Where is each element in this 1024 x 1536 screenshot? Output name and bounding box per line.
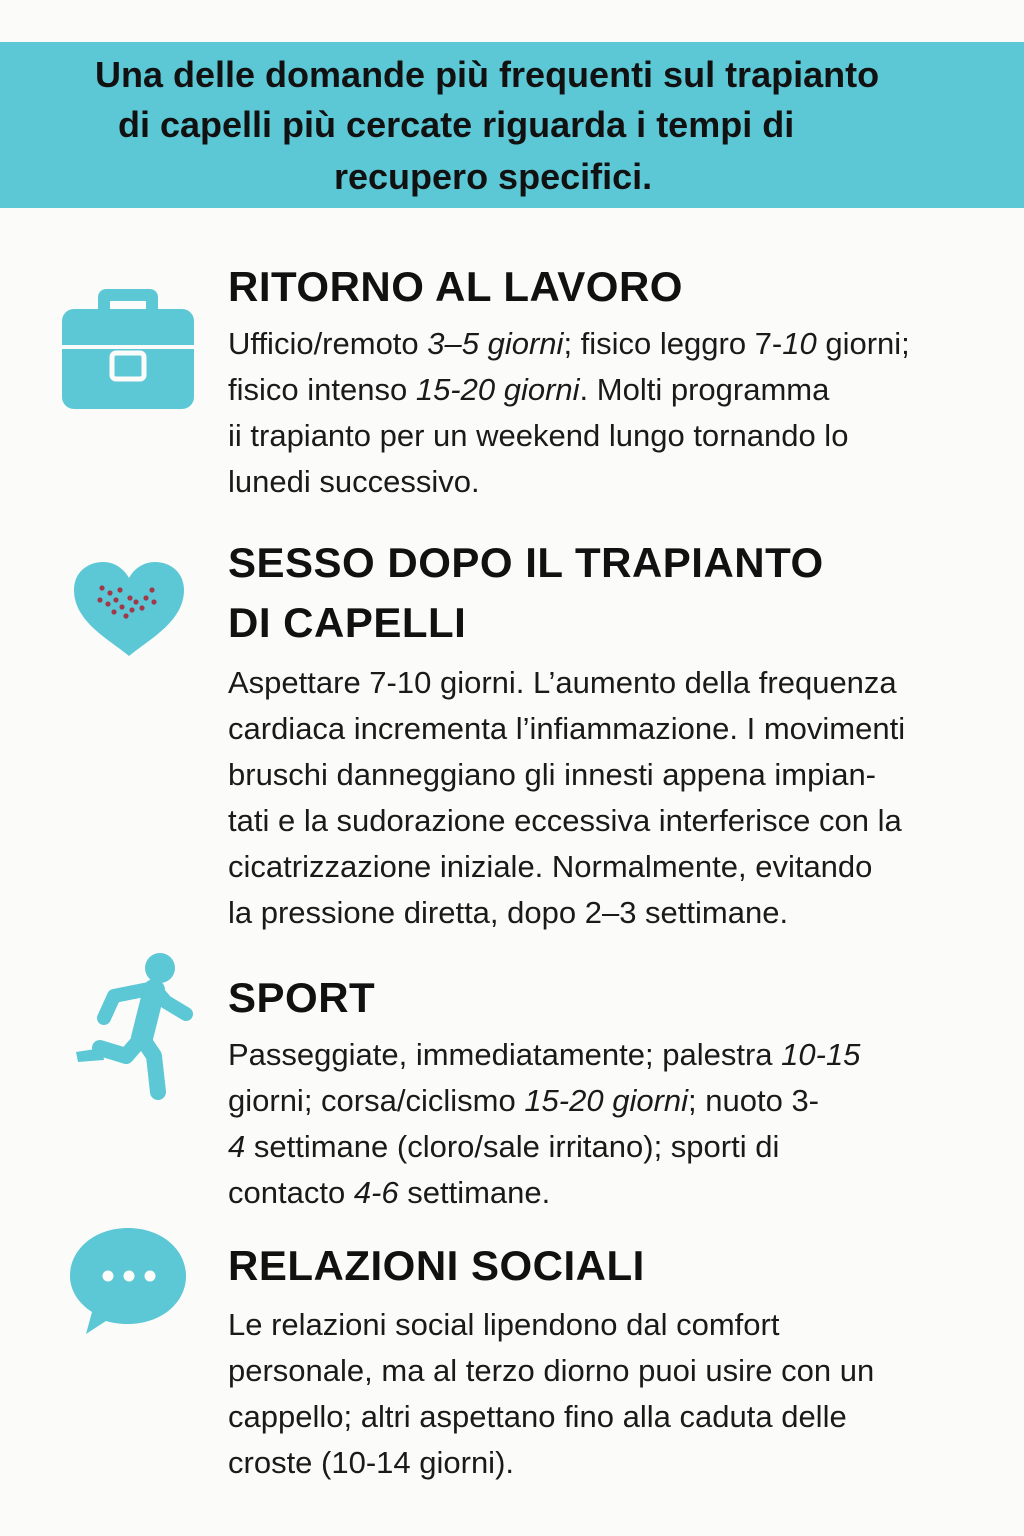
body-line xyxy=(228,1124,860,1170)
body-text: fisico intenso xyxy=(228,372,416,407)
body-emphasis: 15-20 giorni xyxy=(415,372,580,407)
body-text: ; nuoto 3- xyxy=(688,1083,820,1118)
body-emphasis: 4 xyxy=(228,1129,246,1164)
body-text: ; fisico leggro 7- xyxy=(563,326,783,361)
intro-line-3: recupero specifici. xyxy=(334,156,653,197)
body-line xyxy=(228,844,905,890)
body-text: giorni; corsa/ciclismo xyxy=(228,1083,525,1118)
body-emphasis: 10-15 xyxy=(781,1037,861,1072)
body-line xyxy=(228,1394,874,1440)
title-line: DI CAPELLI xyxy=(228,599,467,646)
body-line xyxy=(228,1032,860,1078)
body-line xyxy=(228,1078,860,1124)
body-emphasis: 10 xyxy=(782,326,817,361)
section-title xyxy=(228,1238,645,1294)
briefcase-icon xyxy=(60,285,196,411)
title-line: SESSO DOPO IL TRAPIANTO xyxy=(228,539,824,586)
section-body xyxy=(228,1032,860,1216)
body-text: lunedi successivo. xyxy=(228,464,480,499)
body-text: settimane (cloro/sale irritano); sporti di xyxy=(245,1129,780,1164)
body-text: contacto xyxy=(228,1175,354,1210)
body-line xyxy=(228,798,905,844)
section-body xyxy=(228,660,905,936)
body-text: cardiaca incrementa l’infiammazione. I movimenti xyxy=(228,711,906,746)
body-text: giorni; xyxy=(816,326,910,361)
body-text: settimane. xyxy=(398,1175,551,1210)
body-text: cicatrizzazione iniziale. Normalmente, evitando xyxy=(228,849,873,884)
title-line: RELAZIONI SOCIALI xyxy=(228,1242,645,1289)
body-line xyxy=(228,459,910,505)
body-line xyxy=(228,890,905,936)
body-text: tati e la sudorazione eccessiva interferisce con la xyxy=(228,803,902,838)
body-text: Le relazioni social lipendono dal comfort xyxy=(228,1307,780,1342)
body-text: ii trapianto per un weekend lungo tornando lo xyxy=(228,418,849,453)
body-line xyxy=(228,1348,874,1394)
body-line xyxy=(228,752,905,798)
section-title xyxy=(228,259,683,315)
section-title xyxy=(228,535,824,655)
body-text: . Molti programma xyxy=(579,372,830,407)
body-line xyxy=(228,706,905,752)
body-emphasis: 3–5 giorni xyxy=(427,326,564,361)
body-emphasis: 15-20 giorni xyxy=(524,1083,689,1118)
body-line xyxy=(228,367,910,413)
body-text: Aspettare 7-10 giorni. L’aumento della frequenza xyxy=(228,665,897,700)
body-line xyxy=(228,1440,874,1486)
title-line: SPORT xyxy=(228,974,376,1021)
body-line xyxy=(228,660,905,706)
speech-bubble-icon xyxy=(68,1224,188,1336)
intro-line-2: di capelli più cercate riguarda i tempi di xyxy=(118,104,795,145)
body-emphasis: 4-6 xyxy=(353,1175,399,1210)
body-text: Passeggiate, immediatamente; palestra xyxy=(228,1037,782,1072)
body-text: Ufficio/remoto xyxy=(228,326,428,361)
heart-icon xyxy=(70,560,188,660)
body-text: croste (10-14 giorni). xyxy=(228,1445,515,1480)
body-line xyxy=(228,321,910,367)
intro-line-1: Una delle domande più frequenti sul trapianto xyxy=(95,54,880,95)
body-text: cappello; altri aspettano fino alla caduta delle xyxy=(228,1399,847,1434)
body-line xyxy=(228,1170,860,1216)
body-line xyxy=(228,1302,874,1348)
title-line: RITORNO AL LAVORO xyxy=(228,263,683,310)
body-text: personale, ma al terzo diorno puoi usire con un xyxy=(228,1353,875,1388)
section-body xyxy=(228,1302,874,1486)
body-text: la pressione diretta, dopo 2–3 settimane. xyxy=(228,895,789,930)
section-title xyxy=(228,970,375,1026)
running-person-icon xyxy=(70,952,194,1102)
section-body xyxy=(228,321,910,505)
body-line xyxy=(228,413,910,459)
body-text: bruschi danneggiano gli innesti appena impian- xyxy=(228,757,877,792)
intro-banner xyxy=(0,42,1024,208)
